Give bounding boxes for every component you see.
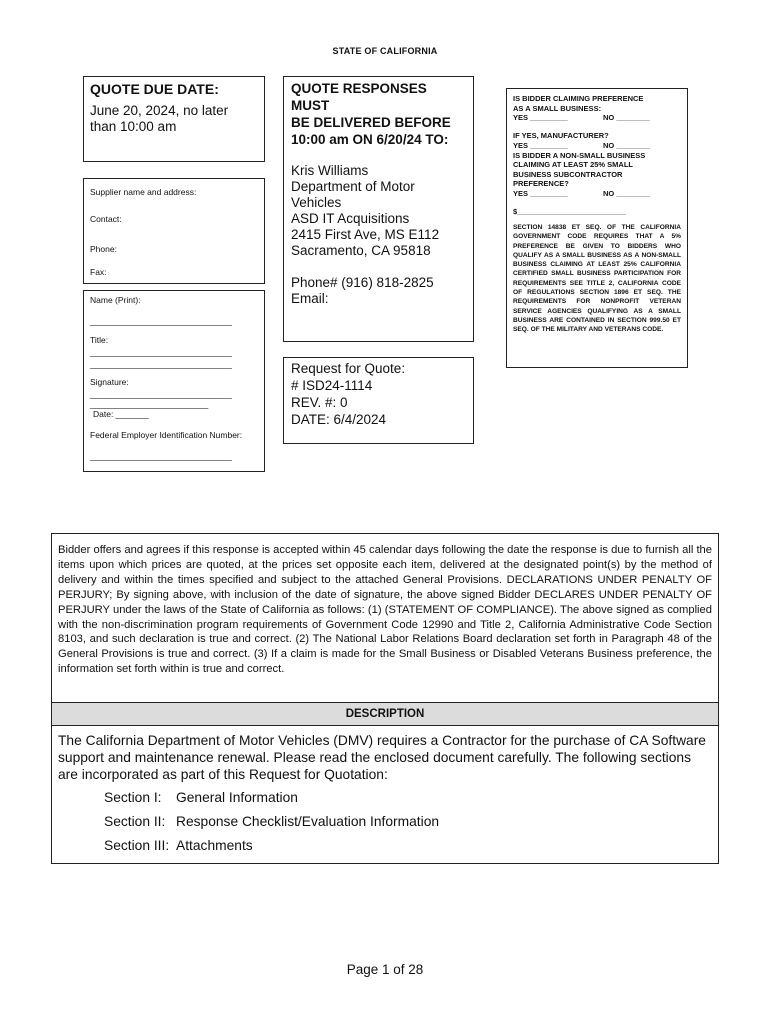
supplier-info-box bbox=[83, 178, 265, 284]
signature-line-2[interactable]: _________________________ bbox=[90, 399, 209, 409]
quote-due-date-line2: than 10:00 am bbox=[90, 119, 177, 134]
quote-due-date-box bbox=[83, 76, 265, 162]
section-row-3 bbox=[104, 838, 253, 853]
title-label: Title: bbox=[90, 335, 109, 345]
sb-no-field[interactable]: NO ________ bbox=[603, 113, 650, 122]
city-state-zip: Sacramento, CA 95818 bbox=[291, 243, 431, 258]
dollar-amount-field[interactable]: $__________________________ bbox=[513, 206, 626, 216]
name-print-label: Name (Print): bbox=[90, 295, 141, 305]
manufacturer-no-field[interactable]: NO ________ bbox=[603, 140, 650, 150]
street-address: 2415 First Ave, MS E112 bbox=[291, 227, 440, 242]
preference-legal-text: SECTION 14838 ET SEQ. OF THE CALIFORNIA GOVERNMENT CODE REQUIRES THAT A 5% PREFERENCE BE GIVEN TO BIDDERS WHO QUALIFY AS A SMALL BUSINESS AS A NON-SMALL BUSINESS CLAIMING AT LEAST 25% CALIFORNIA CERTIFIED SMALL BUSINESS PARTICIPATION FOR REQUIREMENTS SEE TITLE 2, CALIFORNIA CODE OF REGULATIONS SECTION 1896 ET SEQ. THE REQUIREMENTS FOR NONPROFIT VETERAN SERVICE AGENCIES QUALIFYING AS A SMALL BUSINESS ARE CONTAINED IN SECTION 999.50 ET SEQ. OF THE MILITARY AND VETERANS CODE. bbox=[513, 224, 681, 334]
date-field[interactable]: Date: _______ bbox=[93, 409, 149, 419]
section-number: Section III: bbox=[104, 838, 170, 853]
section-name: Attachments bbox=[176, 838, 253, 853]
section-number: Section I: bbox=[104, 790, 162, 805]
section-name: Response Checklist/Evaluation Information bbox=[176, 814, 440, 829]
deliver-title-line3: 10:00 am ON 6/20/24 TO: bbox=[291, 132, 449, 147]
fein-line[interactable]: ______________________________ bbox=[90, 451, 232, 461]
fein-label: Federal Employer Identification Number: bbox=[90, 430, 243, 440]
title-line-1[interactable]: ______________________________ bbox=[90, 347, 232, 357]
rfq-number: # ISD24-1114 bbox=[291, 378, 373, 393]
description-heading: DESCRIPTION bbox=[52, 702, 718, 726]
nsb-question-line1: IS BIDDER A NON-SMALL BUSINESS bbox=[513, 150, 646, 160]
signature-label: Signature: bbox=[90, 377, 129, 387]
page-header: STATE OF CALIFORNIA bbox=[332, 46, 438, 56]
request-for-quote-box bbox=[283, 357, 474, 444]
title-line-2[interactable]: ______________________________ bbox=[90, 359, 232, 369]
deliver-title-line2: BE DELIVERED BEFORE bbox=[291, 115, 451, 130]
rfq-date: DATE: 6/4/2024 bbox=[291, 412, 387, 427]
supplier-name-address-label: Supplier name and address: bbox=[90, 187, 197, 197]
description-body: The California Department of Motor Vehicles (DMV) requires a Contractor for the purchase of CA Software support and maintenance renewal. Please read the enclosed document carefully. The following sections are incorporated as part of this Request for Quotation: bbox=[58, 733, 706, 782]
page-number: Page 1 of 28 bbox=[346, 962, 424, 977]
sb-yes-field[interactable]: YES _________ bbox=[513, 113, 568, 122]
deliver-title-line1: QUOTE RESPONSES MUST bbox=[291, 81, 427, 113]
unit-name: ASD IT Acquisitions bbox=[291, 211, 410, 226]
deliver-email: Email: bbox=[291, 291, 329, 306]
signer-info-box bbox=[83, 290, 265, 472]
nsb-question-line2: CLAIMING AT LEAST 25% SMALL bbox=[513, 160, 633, 169]
terms-description-box bbox=[51, 533, 719, 864]
manufacturer-question: IF YES, MANUFACTURER? bbox=[513, 131, 609, 140]
deliver-phone: Phone# (916) 818-2825 bbox=[291, 275, 434, 290]
nsb-no-field[interactable]: NO ________ bbox=[603, 188, 650, 198]
nsb-question-line4: PREFERENCE? bbox=[513, 179, 569, 188]
department-name: Department of Motor Vehicles bbox=[291, 179, 415, 210]
phone-label: Phone: bbox=[90, 244, 117, 254]
section-name: General Information bbox=[176, 790, 298, 805]
section-number: Section II: bbox=[104, 814, 166, 829]
section-row-2 bbox=[104, 814, 439, 829]
sb-question-line2: AS A SMALL BUSINESS: bbox=[513, 103, 602, 113]
signature-line-1[interactable]: ______________________________ bbox=[90, 389, 232, 399]
manufacturer-yes-field[interactable]: YES _________ bbox=[513, 140, 568, 150]
rfq-revision: REV. #: 0 bbox=[291, 395, 348, 410]
nsb-yes-field[interactable]: YES _________ bbox=[513, 188, 568, 198]
name-print-line[interactable]: ______________________________ bbox=[90, 316, 232, 326]
nsb-question-line3: BUSINESS SUBCONTRACTOR bbox=[513, 169, 623, 179]
sb-question-line1: IS BIDDER CLAIMING PREFERENCE bbox=[513, 94, 644, 103]
fax-label: Fax: bbox=[90, 267, 107, 277]
deliver-to-box bbox=[283, 76, 474, 342]
contact-name: Kris Williams bbox=[291, 163, 369, 178]
small-business-preference-box bbox=[506, 88, 688, 368]
rfq-title: Request for Quote: bbox=[291, 361, 406, 376]
contact-label: Contact: bbox=[90, 214, 122, 224]
quote-due-date-title: QUOTE DUE DATE: bbox=[90, 81, 219, 97]
bidder-terms-text: Bidder offers and agrees if this response is accepted within 45 calendar days following the date the response is due to furnish all the items upon which prices are quoted, at the prices set opposite each item, delivered at the designated point(s) by the method of delivery and within the times specified and subject to the attached General Provisions. DECLARATIONS UNDER PENALTY OF PERJURY; By signing above, with inclusion of the date of signature, the above signed Bidder DECLARES UNDER PENALTY OF PERJURY under the laws of the State of California as follows: (1) (STATEMENT OF COMPLIANCE). The above signed as complied with the non-discrimination program requirements of Government Code 12990 and Title 2, California Administrative Code Section 8103, and such declaration is true and correct. (2) The National Labor Relations Board declaration set forth in Paragraph 48 of the General Provisions is true and correct. (3) If a claim is made for the Small Business or Disabled Veterans Business preference, the information set forth within is true and correct. bbox=[58, 544, 712, 676]
section-row-1 bbox=[104, 790, 298, 805]
quote-due-date-line1: June 20, 2024, no later bbox=[90, 103, 229, 118]
